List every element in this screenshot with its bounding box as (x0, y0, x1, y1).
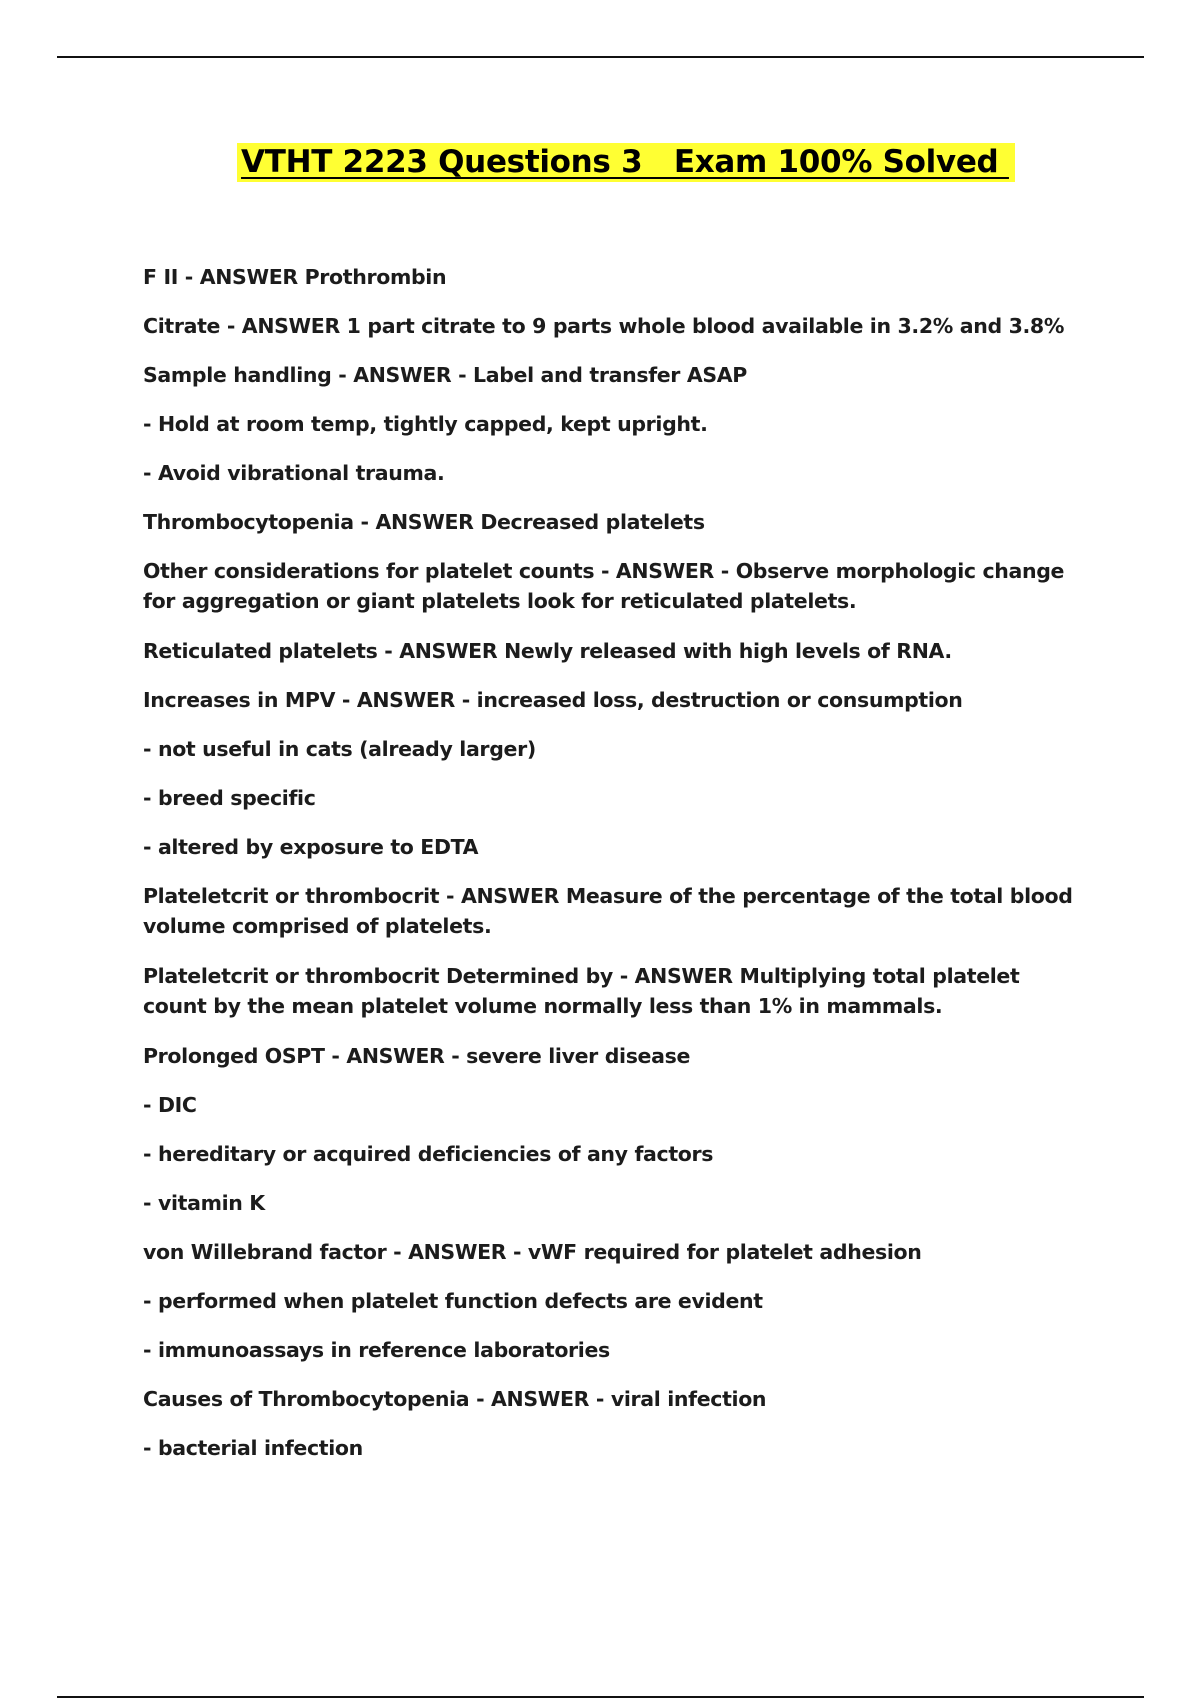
qa-line: - bacterial infection (143, 1436, 363, 1460)
document-body (143, 262, 1083, 1482)
qa-line: Citrate - ANSWER 1 part citrate to 9 parts whole blood available in 3.2% and 3.8% (143, 314, 1065, 338)
qa-line: - not useful in cats (already larger) (143, 737, 536, 761)
qa-line: Plateletcrit or thrombocrit Determined by - ANSWER Multiplying total platelet count by the mean platelet volume normally less than 1% in mammals. (143, 964, 1020, 1018)
top-rule (57, 56, 1144, 58)
qa-line: von Willebrand factor - ANSWER - vWF required for platelet adhesion (143, 1240, 922, 1264)
qa-line: - Avoid vibrational trauma. (143, 461, 445, 485)
qa-line: Plateletcrit or thrombocrit - ANSWER Measure of the percentage of the total blood volume comprised of platelets. (143, 884, 1073, 938)
qa-line: - vitamin K (143, 1191, 265, 1215)
qa-line: - DIC (143, 1093, 197, 1117)
qa-line: - breed specific (143, 786, 316, 810)
qa-line: Increases in MPV - ANSWER - increased loss, destruction or consumption (143, 688, 963, 712)
bottom-rule (57, 1696, 1144, 1698)
qa-line: - immunoassays in reference laboratories (143, 1338, 610, 1362)
qa-line: - Hold at room temp, tightly capped, kept upright. (143, 412, 708, 436)
page-title: VTHT 2223 Questions 3 Exam 100% Solved (237, 143, 1015, 182)
qa-line: Prolonged OSPT - ANSWER - severe liver disease (143, 1044, 690, 1068)
title-block (0, 143, 1200, 182)
qa-line: Causes of Thrombocytopenia - ANSWER - viral infection (143, 1387, 767, 1411)
qa-line: - performed when platelet function defects are evident (143, 1289, 763, 1313)
qa-line: - altered by exposure to EDTA (143, 835, 479, 859)
qa-line: Other considerations for platelet counts - ANSWER - Observe morphologic change for aggregation or giant platelets look for reticulated platelets. (143, 559, 1065, 613)
qa-line: Thrombocytopenia - ANSWER Decreased platelets (143, 510, 705, 534)
qa-line: - hereditary or acquired deficiencies of any factors (143, 1142, 714, 1166)
qa-line: Reticulated platelets - ANSWER Newly released with high levels of RNA. (143, 639, 952, 663)
qa-line: Sample handling - ANSWER - Label and transfer ASAP (143, 363, 747, 387)
qa-line: F II - ANSWER Prothrombin (143, 265, 447, 289)
